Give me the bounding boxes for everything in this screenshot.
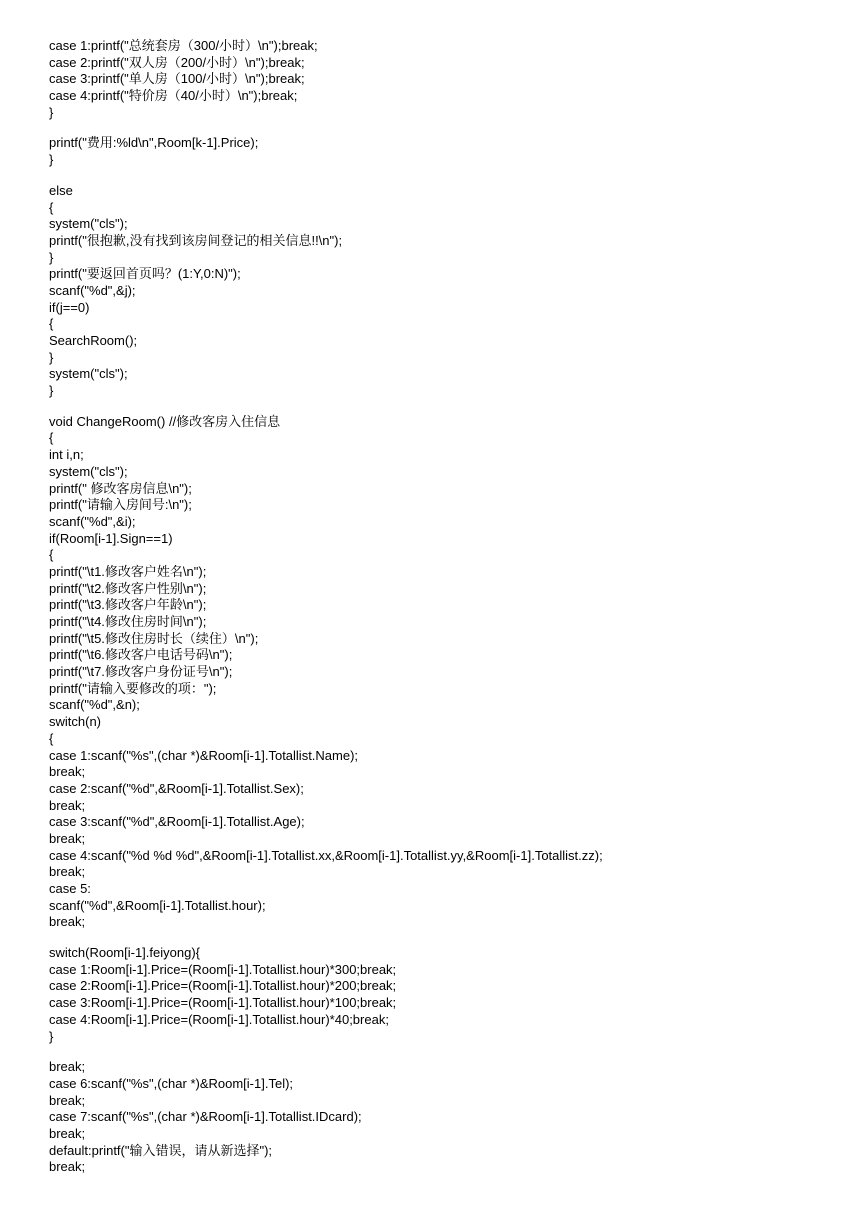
code-line: case 4:printf("特价房（40/小时）\n");break; (49, 88, 298, 104)
code-line: break; (49, 830, 86, 846)
code-line: case 7:scanf("%s",(char *)&Room[i-1].Totallist.IDcard); (49, 1109, 362, 1125)
code-block (49, 38, 849, 121)
code-line: break; (49, 1092, 86, 1108)
code-line: switch(Room[i-1].feiyong){ (49, 945, 200, 961)
code-line: } (49, 383, 54, 399)
code-line: printf("\t6.修改客户电话号码\n"); (49, 647, 233, 663)
blank-line (49, 169, 849, 183)
code-line: if(Room[i-1].Sign==1) (49, 530, 173, 546)
code-line: printf("\t4.修改住房时间\n"); (49, 614, 207, 629)
code-line: else (49, 182, 73, 198)
code-line: case 2:printf("双人房（200/小时）\n");break; (49, 54, 305, 70)
code-line: case 3:printf("单人房（100/小时）\n");break; (49, 71, 305, 87)
code-line: case 3:scanf("%d",&Room[i-1].Totallist.Age); (49, 814, 305, 830)
code-line: break; (49, 1159, 86, 1175)
code-block (49, 414, 849, 931)
code-line: printf("\t3.修改客户年龄\n"); (49, 597, 207, 613)
code-line: case 1:scanf("%s",(char *)&Room[i-1].Totallist.Name); (49, 747, 359, 763)
code-line: scanf("%d",&i); (49, 513, 136, 529)
code-line: switch(n) (49, 714, 102, 730)
code-line: scanf("%d",&n); (49, 697, 140, 713)
code-line: break; (49, 864, 86, 880)
code-block (49, 183, 849, 400)
code-block (49, 1059, 849, 1176)
code-line: SearchRoom(); (49, 333, 138, 348)
code-line: { (49, 730, 54, 746)
code-line: system("cls"); (49, 463, 128, 479)
code-line: printf("\t5.修改住房时长（续住）\n"); (49, 630, 259, 646)
code-line: printf("\t1.修改客户姓名\n"); (49, 563, 207, 579)
code-line: case 4:scanf("%d %d %d",&Room[i-1].Totallist.xx,&Room[i-1].Totallist.yy,&Room[i-1].Totallist.zz); (49, 847, 603, 863)
code-line: void ChangeRoom() //修改客房入住信息 (49, 413, 281, 429)
code-line: } (49, 152, 54, 168)
code-line: } (49, 349, 54, 365)
code-line: if(j==0) (49, 299, 90, 315)
code-line: printf(" 修改客房信息\n"); (49, 480, 192, 496)
code-line: scanf("%d",&j); (49, 282, 136, 298)
code-line: scanf("%d",&Room[i-1].Totallist.hour); (49, 897, 266, 913)
blank-line (49, 400, 849, 414)
code-line: case 1:Room[i-1].Price=(Room[i-1].Totallist.hour)*300;break; (49, 961, 397, 977)
code-line: printf("费用:%ld\n",Room[k-1].Price); (49, 135, 259, 151)
code-line: case 5: (49, 881, 91, 896)
code-line: break; (49, 764, 86, 780)
code-line: case 2:scanf("%d",&Room[i-1].Totallist.Sex); (49, 780, 304, 796)
code-line: case 4:Room[i-1].Price=(Room[i-1].Totallist.hour)*40;break; (49, 1011, 389, 1027)
blank-line (49, 121, 849, 135)
code-line: default:printf("输入错误，请从新选择"); (49, 1142, 273, 1158)
code-block (49, 945, 849, 1045)
code-line: } (49, 1028, 54, 1044)
code-line: case 2:Room[i-1].Price=(Room[i-1].Totallist.hour)*200;break; (49, 978, 397, 994)
code-line: printf("请输入房间号:\n"); (49, 497, 192, 513)
code-line: printf("\t7.修改客户身份证号\n"); (49, 664, 233, 680)
code-line: { (49, 430, 54, 446)
code-line: case 6:scanf("%s",(char *)&Room[i-1].Tel); (49, 1075, 294, 1091)
code-line: case 3:Room[i-1].Price=(Room[i-1].Totallist.hour)*100;break; (49, 995, 397, 1011)
code-line: system("cls"); (49, 366, 128, 382)
code-line: break; (49, 797, 86, 813)
code-line: printf("要返回首页吗？(1:Y,0:N)"); (49, 266, 241, 282)
blank-line (49, 1045, 849, 1059)
code-line: printf("请输入要修改的项："); (49, 680, 217, 696)
code-line: { (49, 199, 54, 215)
blank-line (49, 931, 849, 945)
code-document (49, 38, 849, 1176)
code-line: { (49, 316, 54, 332)
code-line: } (49, 249, 54, 265)
code-block (49, 135, 849, 168)
code-line: break; (49, 1125, 86, 1141)
code-line: case 1:printf("总统套房（300/小时）\n");break; (49, 38, 318, 53)
code-line: int i,n; (49, 447, 84, 463)
code-line: printf("\t2.修改客户性别\n"); (49, 580, 207, 596)
code-line: break; (49, 1059, 86, 1075)
code-line: } (49, 104, 54, 120)
code-line: printf("很抱歉,没有找到该房间登记的相关信息!!\n"); (49, 232, 343, 248)
code-line: { (49, 547, 54, 563)
code-line: break; (49, 914, 86, 930)
code-line: system("cls"); (49, 216, 128, 232)
